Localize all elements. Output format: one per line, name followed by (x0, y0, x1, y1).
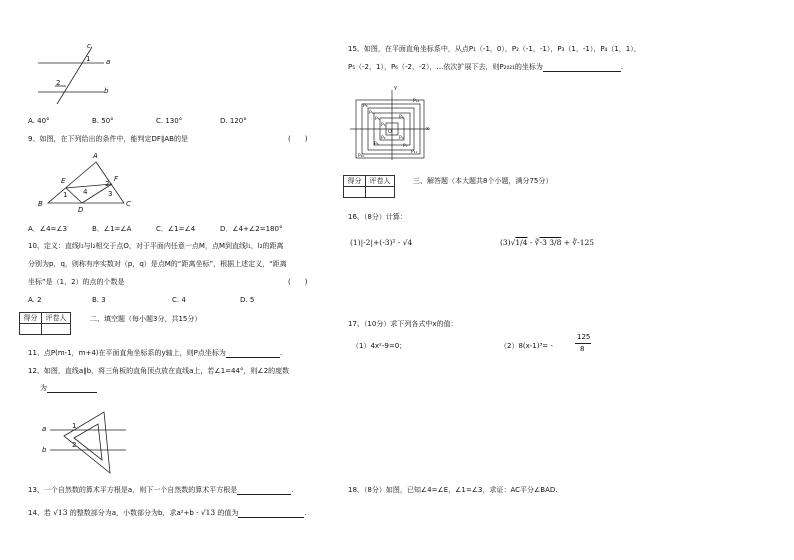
q12-line-1: 12、如图，直线a∥b，将三角板的直角顶点放在直线a上，若∠1=44°，则∠2的度数 (28, 367, 290, 375)
q10-option-d: D. 5 (240, 296, 255, 304)
grader-header: 评卷人 (42, 313, 71, 324)
q8-label-1: 1 (86, 55, 91, 63)
q8-label-2: 2 (56, 79, 61, 87)
q17-expr-2-text: （2）8(x-1)³= - (500, 342, 553, 350)
q9-label-D: D (78, 206, 84, 214)
q9-label-F: F (114, 175, 119, 183)
section-3-title: 三、解答题（本大题共8个小题，满分75分） (413, 177, 553, 185)
q10-line-3: 坐标”是（1，2）的点的个数是 (28, 278, 125, 286)
grader-cell-3[interactable] (366, 187, 395, 198)
q9-option-a: A．∠4=∠3 (28, 225, 68, 233)
q15-line-2: P₅（-2，1），P₆（-2，-2），…依次扩展下去，则P₂₀₂₁的坐标为 . (348, 63, 624, 71)
q16-expr-3-tail: + ∛-125 (563, 238, 595, 247)
q9-label-E: E (61, 177, 66, 185)
q16-expr-3: (3)√1/4 - ∛-3 3/8 + ∛-125 (500, 238, 595, 247)
score-table-section-2 (19, 312, 71, 335)
q15-line-1: 15、如图，在平面直角坐标系中，从点P₁（-1，0），P₂（-1，-1），P₃（1，-1），P₄（1，1）， (348, 45, 641, 53)
q12-label-b: b (42, 446, 47, 454)
q17-stem: 17、（10分）求下列各式中x的值： (348, 320, 458, 328)
q9-stem: 9、如图，在下列给出的条件中，能判定DF∥AB的是 (28, 135, 188, 143)
q10-option-c: C. 4 (172, 296, 186, 304)
q9-label-4: 4 (83, 188, 88, 196)
score-cell[interactable] (20, 324, 42, 335)
q8-label-a: a (106, 58, 111, 66)
q8-option-b: B. 50° (92, 117, 114, 125)
q16-expr-3-radicand-2: -3 3/8 (539, 238, 562, 247)
q15-label-P7: P₇ (403, 144, 408, 149)
q15-label-P2: P₂ (381, 136, 386, 141)
score-header-3: 得分 (344, 176, 366, 187)
q12-line-2 (40, 384, 97, 393)
q17-frac-num: 125 (577, 333, 591, 341)
q8-option-c: C. 130° (156, 117, 183, 125)
q9-option-c: C．∠1=∠4 (156, 225, 196, 233)
q15-label-P6: P₆ (374, 142, 379, 147)
q14-text-a: 14、若 (28, 509, 51, 517)
q13-answer-blank[interactable] (237, 486, 291, 495)
grader-header-3: 评卷人 (366, 176, 395, 187)
q15-label-x: x (426, 126, 429, 132)
q15-label-P3: P₃ (399, 136, 404, 141)
q9-paren: ( ) (288, 135, 308, 143)
q9-label-3: 3 (108, 190, 113, 198)
q11-answer-blank[interactable] (226, 349, 280, 358)
q15-label-P11: P₁₁ (411, 150, 418, 155)
q15-label-y: y (394, 85, 397, 91)
q16-expr-1: (1)|-2|+(-3)² - √4 (350, 238, 413, 247)
section-2-title: 二、填空题（每小题3分，共15分） (90, 315, 202, 323)
score-cell-3[interactable] (344, 187, 366, 198)
q8-option-a: A. 40° (28, 117, 50, 125)
q15-label-P10: P₁₀ (358, 154, 365, 159)
q16-stem: 16、（8分）计算： (348, 213, 407, 221)
q8-label-c: c (87, 42, 91, 50)
q9-label-C: C (126, 200, 131, 208)
q8-label-b: b (104, 87, 109, 95)
q11-text: 11、点P(m-1，m+4)在平面直角坐标系的y轴上，则P点坐标为 (28, 349, 226, 357)
q10-line-1: 10、定义：直线l₁与l₂相交于点O，对于平面内任意一点M，点M到直线l₁，l₂的距离 (28, 242, 284, 250)
q14-stem: 14、若 √13 的整数部分为a，小数部分为b，求a²+b - √13 的值为 . (28, 508, 307, 517)
q12-label-a: a (42, 425, 47, 433)
q15-label-P8: P₈ (363, 104, 368, 109)
score-table-section-3 (343, 175, 395, 198)
q12-label-2: 2 (72, 441, 77, 449)
q9-label-B: B (38, 200, 43, 208)
q17-expr-2 (500, 342, 553, 351)
q15-label-P5: P₅ (375, 117, 380, 122)
q9-label-2: 2 (105, 180, 110, 188)
q13-stem: 13、一个自然数的算术平方根是a，则下一个自然数的算术平方根是 . (28, 486, 294, 494)
q9-option-d: D．∠4+∠2=180° (220, 225, 283, 233)
q12-answer-blank[interactable] (47, 384, 97, 393)
q14-sqrt-1: √13 (53, 508, 68, 517)
q10-option-b: B. 3 (92, 296, 106, 304)
q9-option-b: B．∠1=∠A (92, 225, 132, 233)
q9-label-A: A (93, 152, 98, 160)
q18-stem: 18、（8分）如图，已知∠4=∠E，∠1=∠3，求证：AC平分∠BAD. (348, 486, 558, 494)
q13-text: 13、一个自然数的算术平方根是a，则下一个自然数的算术平方根是 (28, 486, 238, 494)
q8-option-d: D. 120° (220, 117, 247, 125)
q17-frac-bar (575, 343, 591, 344)
q15-label-O: O (388, 129, 392, 135)
q17-frac-den: 8 (580, 345, 585, 353)
q10-line-2: 分别为p，q，则称有序实数对（p，q）是点M的“距离坐标”，根据上述定义，“距离 (28, 260, 287, 268)
q17-expr-1: （1）4x²-9=0； (352, 342, 407, 350)
q12-label-1: 1 (72, 422, 77, 430)
q11-stem: 11、点P(m-1，m+4)在平面直角坐标系的y轴上，则P点坐标为 . (28, 349, 283, 357)
q14-text-e: 的值为 (217, 509, 239, 517)
q16-expr-3-radicand-1: 1/4 (515, 238, 528, 247)
q16-expr-3-label: (3) (500, 238, 511, 247)
q10-option-a: A. 2 (28, 296, 42, 304)
q10-paren: ( ) (288, 278, 308, 286)
q15-label-P4: P₄ (399, 115, 404, 120)
q14-text-c: 的整数部分为a，小数部分为b，求a²+b - (69, 509, 199, 517)
q14-sqrt-2: √13 (200, 508, 216, 517)
q14-answer-blank[interactable] (238, 509, 304, 518)
q9-label-1: 1 (63, 191, 68, 199)
q15-answer-blank[interactable] (543, 63, 621, 72)
q15-label-P1: P₁ (381, 123, 386, 128)
q15-label-P12: P₁₂ (413, 99, 420, 104)
q15-label-P9: P₉ (369, 111, 374, 116)
grader-cell[interactable] (42, 324, 71, 335)
score-header: 得分 (20, 313, 42, 324)
q16-expr-3-minus: - (529, 238, 533, 247)
q12-text: 为 (40, 384, 47, 392)
q15-text: P₅（-2，1），P₆（-2，-2），…依次扩展下去，则P₂₀₂₁的坐标为 (348, 63, 543, 71)
